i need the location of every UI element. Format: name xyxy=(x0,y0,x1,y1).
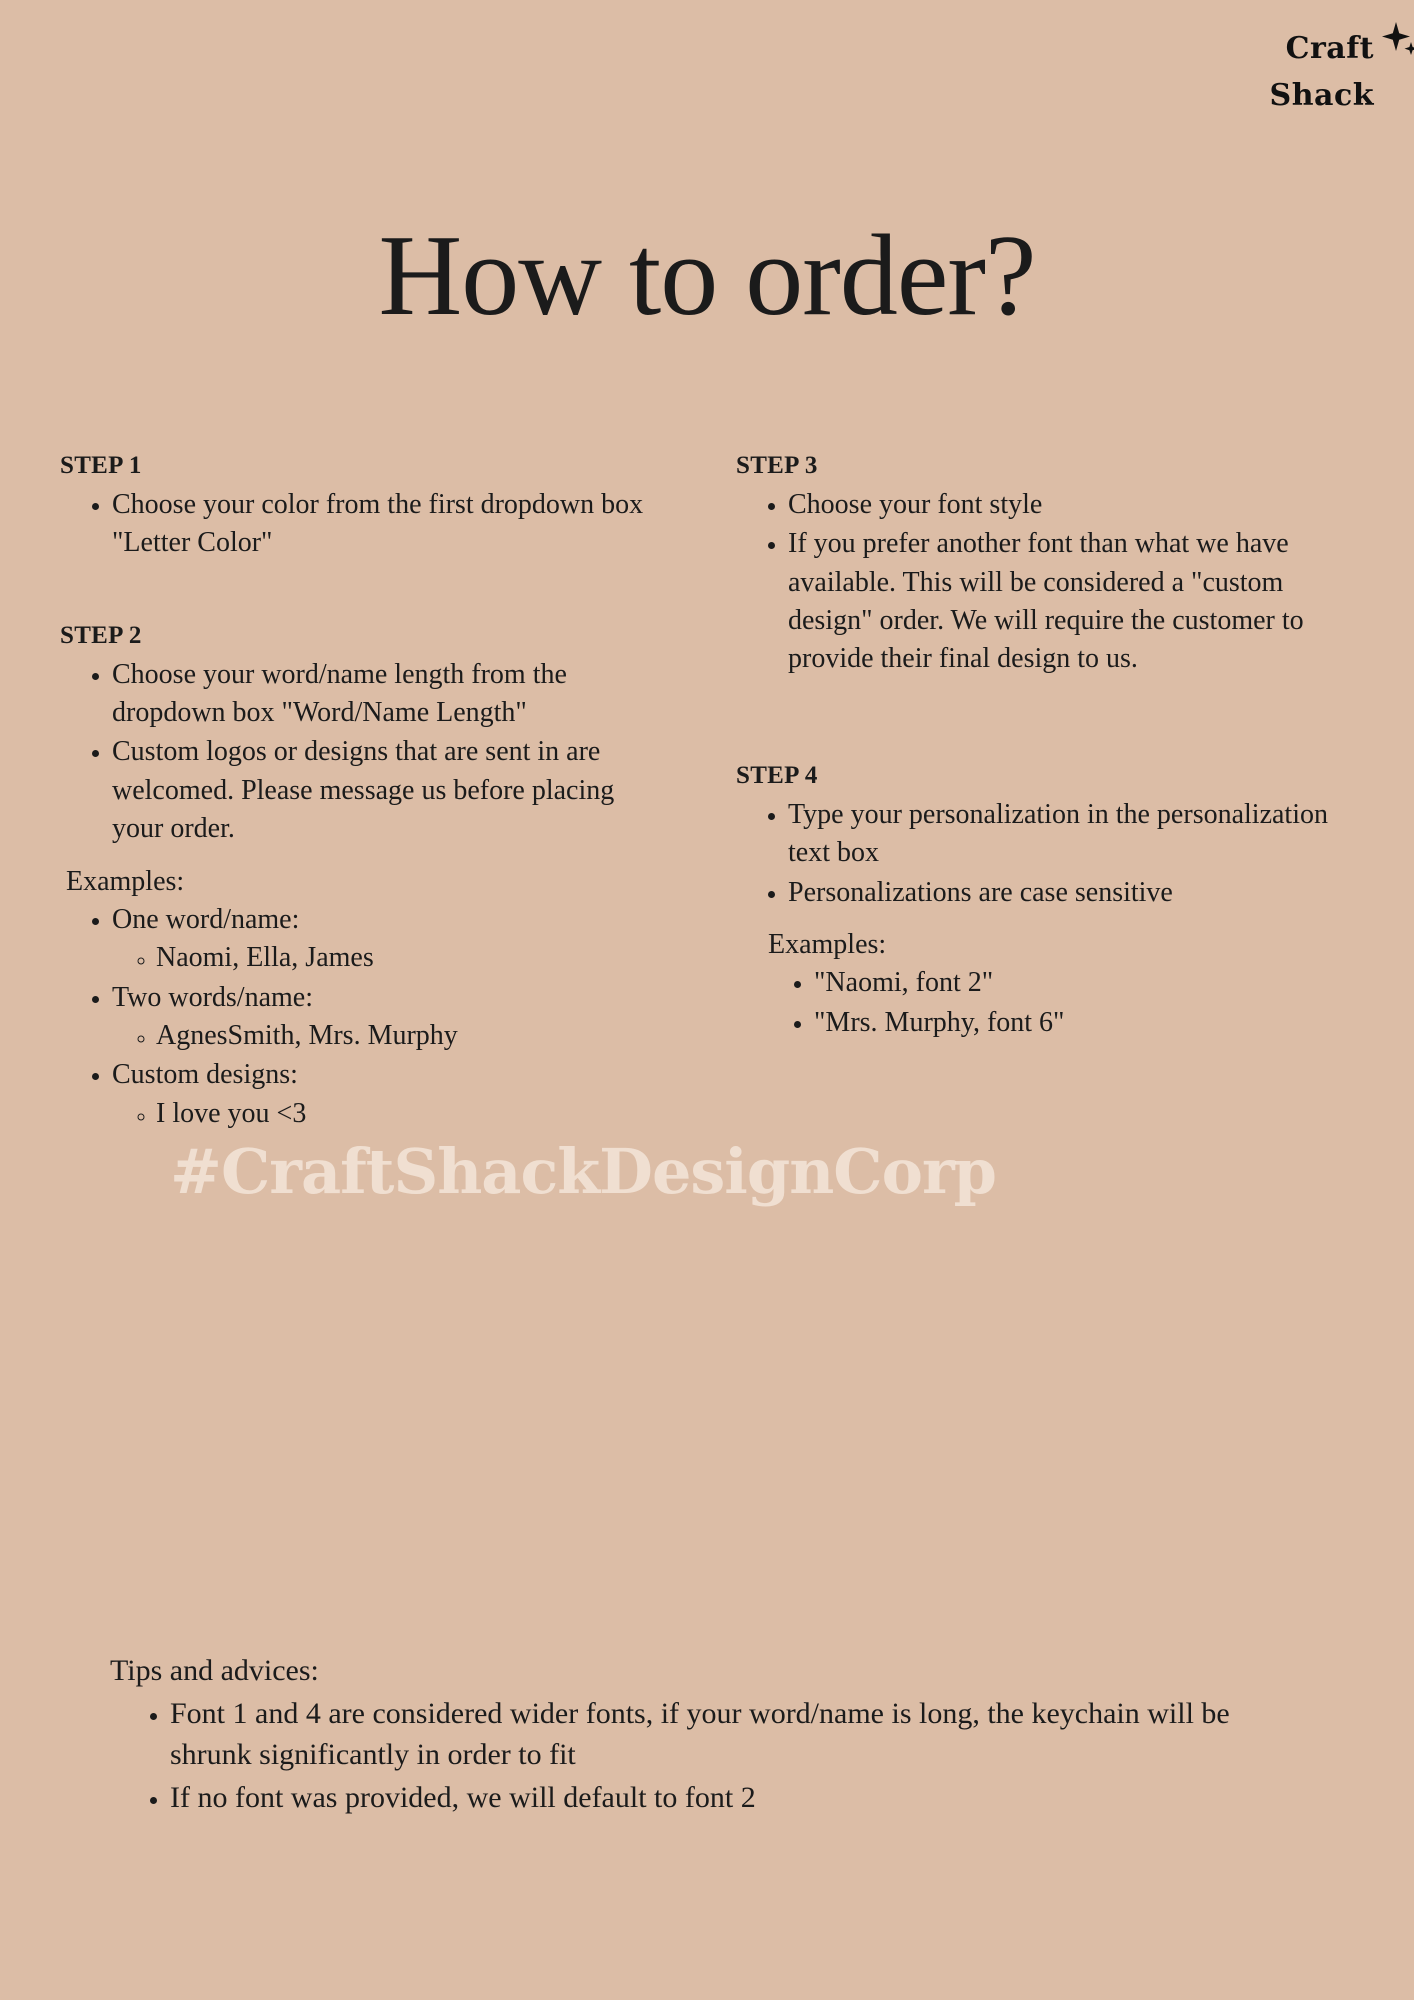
list-item: • Custom logos or designs that are sent in are welcomed. Please message us before placing your order. xyxy=(112,733,672,848)
step-1-heading: STEP 1 xyxy=(60,452,142,479)
content-columns xyxy=(0,452,1414,1134)
list-item: • Choose your font style xyxy=(788,486,1370,524)
left-examples-label: Examples: xyxy=(66,865,185,897)
tips-block xyxy=(0,1650,1414,1820)
example-sublist xyxy=(112,1095,672,1133)
list-item: ◦ AgnesSmith, Mrs. Murphy xyxy=(156,1017,672,1055)
list-item: • Type your personalization in the personalization text box xyxy=(788,796,1370,873)
tips-label: Tips and advices: xyxy=(110,1654,319,1687)
page-title: How to order? xyxy=(378,211,1036,340)
step-2-list xyxy=(60,656,672,849)
watermark: #CraftShackDesignCorp xyxy=(170,1135,996,1208)
step-1-block xyxy=(60,452,672,563)
spacer xyxy=(60,564,672,622)
step-2-block xyxy=(60,622,672,849)
list-item: • "Mrs. Murphy, font 6" xyxy=(814,1004,1370,1042)
list-item: • Choose your color from the first dropdown box "Letter Color" xyxy=(112,486,672,563)
step-1-list xyxy=(60,486,672,563)
list-item: • Personalizations are case sensitive xyxy=(788,874,1370,912)
list-item: ◦ I love you <3 xyxy=(156,1095,672,1133)
step-4-list xyxy=(736,796,1370,912)
spacer xyxy=(736,680,1370,762)
list-item xyxy=(112,979,672,1056)
tips-list xyxy=(110,1693,1314,1818)
list-item: • "Naomi, font 2" xyxy=(814,964,1370,1002)
brand-line-1: Craft xyxy=(1285,31,1374,66)
brand-line-2: Shack xyxy=(1269,77,1374,113)
list-item: • Choose your word/name length from the dropdown box "Word/Name Length" xyxy=(112,656,672,733)
step-3-block xyxy=(736,452,1370,679)
step-2-heading: STEP 2 xyxy=(60,621,142,649)
example-label: Two words/name: xyxy=(112,981,314,1013)
right-examples-list xyxy=(736,964,1370,1042)
list-item: • Font 1 and 4 are considered wider fonts, if your word/name is long, the keychain will be shrunk significantly in order to fit xyxy=(170,1693,1314,1775)
right-examples-label: Examples: xyxy=(768,928,887,960)
example-sublist xyxy=(112,1017,672,1055)
step-4-block xyxy=(736,762,1370,912)
example-sublist xyxy=(112,939,672,977)
step-3-list xyxy=(736,486,1370,679)
example-label: One word/name: xyxy=(112,903,300,935)
step-3-heading: STEP 3 xyxy=(736,452,818,479)
list-item xyxy=(112,901,672,978)
right-column xyxy=(700,452,1414,1043)
list-item: • If you prefer another font than what we have available. This will be considered a "custom design" order. We will require the customer to provide their final design to us. xyxy=(788,525,1370,678)
step-4-heading: STEP 4 xyxy=(736,761,818,789)
example-label: Custom designs: xyxy=(112,1059,298,1091)
left-examples-list xyxy=(60,901,672,1133)
sparkle-icon xyxy=(1376,20,1414,64)
list-item: • If no font was provided, we will default to font 2 xyxy=(170,1777,1314,1818)
left-column xyxy=(0,452,700,1134)
list-item xyxy=(112,1056,672,1133)
brand-logo xyxy=(1270,26,1374,119)
list-item: ◦ Naomi, Ella, James xyxy=(156,939,672,977)
